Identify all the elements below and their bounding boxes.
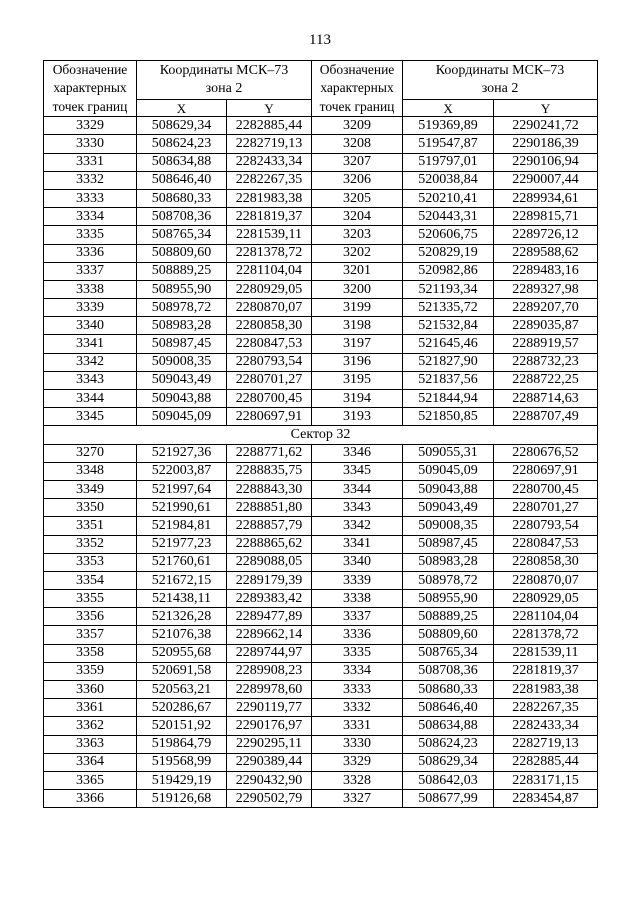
y-coord-right: 2290106,94 — [494, 153, 598, 171]
x-coord-right: 521850,85 — [403, 408, 494, 426]
y-coord-right: 2289483,16 — [494, 262, 598, 280]
x-axis-header-left: X — [137, 100, 227, 117]
sector-label: Сектор 32 — [44, 426, 598, 444]
x-coord-left: 508983,28 — [137, 317, 227, 335]
sector-section — [44, 426, 598, 444]
header-text: зона 2 — [205, 81, 243, 97]
table-row — [44, 262, 598, 280]
x-coord-left: 509045,09 — [137, 408, 227, 426]
x-coord-right: 519369,89 — [403, 117, 494, 135]
table-row — [44, 790, 598, 808]
point-id-right: 3333 — [312, 681, 403, 699]
y-coord-right: 2281983,38 — [494, 681, 598, 699]
table-row — [44, 571, 598, 589]
x-coord-left: 508629,34 — [137, 117, 227, 135]
y-coord-right: 2283171,15 — [494, 771, 598, 789]
point-id-right: 3334 — [312, 662, 403, 680]
coordinates-table — [43, 60, 598, 808]
x-coord-left: 520151,92 — [137, 717, 227, 735]
x-coord-left: 522003,87 — [137, 462, 227, 480]
x-coord-right: 508889,25 — [403, 608, 494, 626]
x-coord-left: 521076,38 — [137, 626, 227, 644]
table-row — [44, 317, 598, 335]
header-text: Обозначение — [319, 62, 395, 77]
x-coord-left: 521977,23 — [137, 535, 227, 553]
x-coord-right: 508955,90 — [403, 590, 494, 608]
point-id-right: 3335 — [312, 644, 403, 662]
y-coord-left: 2281539,11 — [227, 226, 312, 244]
header-text: точек границ — [52, 98, 128, 114]
y-coord-left: 2288843,30 — [227, 480, 312, 498]
y-coord-left: 2280793,54 — [227, 353, 312, 371]
x-coord-right: 509055,31 — [403, 444, 494, 462]
point-id-right: 3193 — [312, 408, 403, 426]
x-coord-right: 508708,36 — [403, 662, 494, 680]
y-coord-left: 2289477,89 — [227, 608, 312, 626]
y-coord-right: 2290186,39 — [494, 135, 598, 153]
table-row — [44, 244, 598, 262]
x-coord-left: 508624,23 — [137, 135, 227, 153]
header-text: зона 2 — [481, 81, 519, 97]
point-id-left: 3336 — [44, 244, 137, 262]
point-id-left: 3270 — [44, 444, 137, 462]
point-id-left: 3344 — [44, 390, 137, 408]
header-text: точек границ — [319, 98, 395, 114]
x-coord-left: 508765,34 — [137, 226, 227, 244]
point-id-right: 3206 — [312, 171, 403, 189]
y-coord-right: 2282719,13 — [494, 735, 598, 753]
header-text: Координаты МСК–73 — [435, 63, 565, 79]
point-id-left: 3361 — [44, 699, 137, 717]
y-coord-left: 2289978,60 — [227, 681, 312, 699]
y-coord-right: 2290241,72 — [494, 117, 598, 135]
table-row — [44, 662, 598, 680]
table-row — [44, 390, 598, 408]
point-id-right: 3205 — [312, 189, 403, 207]
y-coord-right: 2280697,91 — [494, 462, 598, 480]
y-coord-left: 2289744,97 — [227, 644, 312, 662]
y-coord-right: 2289726,12 — [494, 226, 598, 244]
point-id-right: 3199 — [312, 299, 403, 317]
point-id-left: 3365 — [44, 771, 137, 789]
y-coord-right: 2289815,71 — [494, 208, 598, 226]
y-coord-left: 2290176,97 — [227, 717, 312, 735]
table-row — [44, 517, 598, 535]
table-row — [44, 135, 598, 153]
y-coord-left: 2290502,79 — [227, 790, 312, 808]
y-coord-right: 2282885,44 — [494, 753, 598, 771]
point-id-right: 3338 — [312, 590, 403, 608]
point-id-left: 3338 — [44, 280, 137, 298]
x-coord-left: 520286,67 — [137, 699, 227, 717]
y-coord-left: 2280929,05 — [227, 280, 312, 298]
point-id-left: 3364 — [44, 753, 137, 771]
y-coord-left: 2288857,79 — [227, 517, 312, 535]
point-id-left: 3348 — [44, 462, 137, 480]
point-id-right: 3198 — [312, 317, 403, 335]
x-coord-left: 508646,40 — [137, 171, 227, 189]
y-coord-right: 2280701,27 — [494, 499, 598, 517]
y-coord-left: 2288865,62 — [227, 535, 312, 553]
table-header — [44, 61, 598, 117]
sector-row — [44, 426, 598, 444]
x-coord-right: 520829,19 — [403, 244, 494, 262]
x-coord-right: 519797,01 — [403, 153, 494, 171]
x-coord-left: 521326,28 — [137, 608, 227, 626]
point-id-right: 3195 — [312, 371, 403, 389]
y-coord-left: 2289662,14 — [227, 626, 312, 644]
y-coord-right: 2288732,23 — [494, 353, 598, 371]
y-coord-left: 2289383,42 — [227, 590, 312, 608]
x-coord-left: 520563,21 — [137, 681, 227, 699]
x-coord-right: 508978,72 — [403, 571, 494, 589]
x-coord-right: 521844,94 — [403, 390, 494, 408]
y-coord-left: 2282267,35 — [227, 171, 312, 189]
point-id-left: 3351 — [44, 517, 137, 535]
point-id-left: 3357 — [44, 626, 137, 644]
point-id-right: 3342 — [312, 517, 403, 535]
y-coord-left: 2280701,27 — [227, 371, 312, 389]
y-coord-right: 2281104,04 — [494, 608, 598, 626]
table-row — [44, 408, 598, 426]
x-coord-right: 509043,88 — [403, 480, 494, 498]
x-coord-right: 508634,88 — [403, 717, 494, 735]
x-coord-left: 521760,61 — [137, 553, 227, 571]
x-coord-left: 509008,35 — [137, 353, 227, 371]
x-coord-left: 508889,25 — [137, 262, 227, 280]
x-coord-left: 521990,61 — [137, 499, 227, 517]
point-id-left: 3354 — [44, 571, 137, 589]
x-coord-right: 508629,34 — [403, 753, 494, 771]
x-coord-left: 509043,88 — [137, 390, 227, 408]
point-id-left: 3366 — [44, 790, 137, 808]
y-coord-left: 2282719,13 — [227, 135, 312, 153]
x-coord-right: 520210,41 — [403, 189, 494, 207]
y-coord-left: 2290295,11 — [227, 735, 312, 753]
x-coord-left: 519429,19 — [137, 771, 227, 789]
y-coord-right: 2280929,05 — [494, 590, 598, 608]
y-coord-left: 2288771,62 — [227, 444, 312, 462]
y-coord-right: 2280793,54 — [494, 517, 598, 535]
x-coord-right: 508765,34 — [403, 644, 494, 662]
y-coord-right: 2281539,11 — [494, 644, 598, 662]
y-coord-left: 2281819,37 — [227, 208, 312, 226]
point-id-right: 3340 — [312, 553, 403, 571]
y-coord-left: 2280847,53 — [227, 335, 312, 353]
point-id-right: 3346 — [312, 444, 403, 462]
table-row — [44, 590, 598, 608]
point-id-left: 3335 — [44, 226, 137, 244]
point-id-left: 3356 — [44, 608, 137, 626]
point-id-right: 3339 — [312, 571, 403, 589]
x-coord-right: 508809,60 — [403, 626, 494, 644]
x-coord-left: 508987,45 — [137, 335, 227, 353]
point-id-left: 3355 — [44, 590, 137, 608]
y-coord-right: 2280847,53 — [494, 535, 598, 553]
y-coord-left: 2290119,77 — [227, 699, 312, 717]
point-label-header-left — [44, 61, 137, 117]
point-id-left: 3329 — [44, 117, 137, 135]
point-id-right: 3194 — [312, 390, 403, 408]
x-coord-left: 521672,15 — [137, 571, 227, 589]
x-coord-left: 508955,90 — [137, 280, 227, 298]
x-coord-left: 508809,60 — [137, 244, 227, 262]
point-id-left: 3341 — [44, 335, 137, 353]
point-id-right: 3329 — [312, 753, 403, 771]
y-coord-left: 2281378,72 — [227, 244, 312, 262]
header-text: Координаты МСК–73 — [159, 63, 289, 79]
y-coord-left: 2288835,75 — [227, 462, 312, 480]
x-coord-right: 508677,99 — [403, 790, 494, 808]
point-id-right: 3327 — [312, 790, 403, 808]
table-row — [44, 444, 598, 462]
coords-header-left — [137, 61, 312, 100]
table-row — [44, 208, 598, 226]
table-row — [44, 535, 598, 553]
x-coord-left: 508634,88 — [137, 153, 227, 171]
y-coord-right: 2288714,63 — [494, 390, 598, 408]
point-id-left: 3362 — [44, 717, 137, 735]
table-row — [44, 681, 598, 699]
x-coord-right: 508680,33 — [403, 681, 494, 699]
table-row — [44, 717, 598, 735]
y-coord-right: 2280858,30 — [494, 553, 598, 571]
x-coord-left: 519126,68 — [137, 790, 227, 808]
point-id-left: 3353 — [44, 553, 137, 571]
point-id-left: 3337 — [44, 262, 137, 280]
point-id-left: 3342 — [44, 353, 137, 371]
point-id-left: 3334 — [44, 208, 137, 226]
y-coord-left: 2290432,90 — [227, 771, 312, 789]
x-coord-left: 521984,81 — [137, 517, 227, 535]
point-id-left: 3340 — [44, 317, 137, 335]
x-coord-right: 520606,75 — [403, 226, 494, 244]
table-row — [44, 553, 598, 571]
point-id-right: 3336 — [312, 626, 403, 644]
x-coord-left: 508978,72 — [137, 299, 227, 317]
y-axis-header-right: Y — [494, 100, 598, 117]
y-coord-right: 2289934,61 — [494, 189, 598, 207]
point-id-left: 3343 — [44, 371, 137, 389]
point-id-right: 3203 — [312, 226, 403, 244]
x-coord-right: 521837,56 — [403, 371, 494, 389]
y-coord-right: 2289035,87 — [494, 317, 598, 335]
y-coord-left: 2280700,45 — [227, 390, 312, 408]
point-id-right: 3328 — [312, 771, 403, 789]
y-coord-right: 2289588,62 — [494, 244, 598, 262]
table-row — [44, 753, 598, 771]
point-id-right: 3202 — [312, 244, 403, 262]
table-row — [44, 771, 598, 789]
point-id-left: 3345 — [44, 408, 137, 426]
table-row — [44, 171, 598, 189]
x-coord-right: 520443,31 — [403, 208, 494, 226]
y-coord-left: 2280870,07 — [227, 299, 312, 317]
x-coord-right: 509043,49 — [403, 499, 494, 517]
x-coord-right: 521193,34 — [403, 280, 494, 298]
x-coord-left: 508680,33 — [137, 189, 227, 207]
x-coord-left: 520955,68 — [137, 644, 227, 662]
header-text: Обозначение — [52, 62, 128, 77]
x-coord-left: 521438,11 — [137, 590, 227, 608]
point-id-right: 3200 — [312, 280, 403, 298]
y-coord-left: 2289908,23 — [227, 662, 312, 680]
table-row — [44, 117, 598, 135]
page-number: 113 — [309, 32, 331, 48]
point-id-left: 3331 — [44, 153, 137, 171]
y-coord-left: 2289179,39 — [227, 571, 312, 589]
point-id-left: 3358 — [44, 644, 137, 662]
x-coord-right: 521532,84 — [403, 317, 494, 335]
y-coord-right: 2288919,57 — [494, 335, 598, 353]
point-id-left: 3349 — [44, 480, 137, 498]
table-row — [44, 153, 598, 171]
y-coord-right: 2280870,07 — [494, 571, 598, 589]
table-row — [44, 499, 598, 517]
y-coord-right: 2290007,44 — [494, 171, 598, 189]
table-row — [44, 353, 598, 371]
coords-header-right — [403, 61, 598, 100]
x-coord-right: 508624,23 — [403, 735, 494, 753]
header-text: характерных — [320, 80, 394, 96]
point-id-right: 3196 — [312, 353, 403, 371]
x-coord-right: 521827,90 — [403, 353, 494, 371]
table-row — [44, 626, 598, 644]
point-id-right: 3207 — [312, 153, 403, 171]
y-coord-left: 2290389,44 — [227, 753, 312, 771]
y-axis-header-left: Y — [227, 100, 312, 117]
x-coord-left: 508708,36 — [137, 208, 227, 226]
y-coord-right: 2288722,25 — [494, 371, 598, 389]
point-id-left: 3332 — [44, 171, 137, 189]
y-coord-left: 2281983,38 — [227, 189, 312, 207]
table-row — [44, 280, 598, 298]
y-coord-left: 2281104,04 — [227, 262, 312, 280]
point-id-right: 3343 — [312, 499, 403, 517]
point-id-right: 3332 — [312, 699, 403, 717]
table-row — [44, 335, 598, 353]
x-coord-right: 508642,03 — [403, 771, 494, 789]
point-id-right: 3337 — [312, 608, 403, 626]
table-row — [44, 226, 598, 244]
x-coord-right: 508983,28 — [403, 553, 494, 571]
y-coord-left: 2280697,91 — [227, 408, 312, 426]
table-row — [44, 735, 598, 753]
point-id-right: 3208 — [312, 135, 403, 153]
x-coord-left: 509043,49 — [137, 371, 227, 389]
x-coord-right: 508987,45 — [403, 535, 494, 553]
x-coord-left: 521927,36 — [137, 444, 227, 462]
point-id-left: 3330 — [44, 135, 137, 153]
y-coord-left: 2280858,30 — [227, 317, 312, 335]
point-id-right: 3331 — [312, 717, 403, 735]
y-coord-right: 2283454,87 — [494, 790, 598, 808]
table-row — [44, 480, 598, 498]
x-axis-header-right: X — [403, 100, 494, 117]
y-coord-right: 2281378,72 — [494, 626, 598, 644]
point-id-right: 3204 — [312, 208, 403, 226]
table-row — [44, 189, 598, 207]
y-coord-left: 2282433,34 — [227, 153, 312, 171]
header-text: характерных — [53, 80, 127, 96]
y-coord-left: 2289088,05 — [227, 553, 312, 571]
point-id-left: 3363 — [44, 735, 137, 753]
y-coord-right: 2281819,37 — [494, 662, 598, 680]
table-body-part2 — [44, 444, 598, 808]
point-id-left: 3360 — [44, 681, 137, 699]
x-coord-right: 521335,72 — [403, 299, 494, 317]
y-coord-right: 2288707,49 — [494, 408, 598, 426]
point-id-right: 3330 — [312, 735, 403, 753]
point-id-right: 3344 — [312, 480, 403, 498]
y-coord-left: 2288851,80 — [227, 499, 312, 517]
x-coord-left: 520691,58 — [137, 662, 227, 680]
point-id-left: 3350 — [44, 499, 137, 517]
x-coord-right: 509008,35 — [403, 517, 494, 535]
point-id-right: 3201 — [312, 262, 403, 280]
table-row — [44, 462, 598, 480]
x-coord-right: 521645,46 — [403, 335, 494, 353]
y-coord-right: 2282267,35 — [494, 699, 598, 717]
table-row — [44, 371, 598, 389]
x-coord-right: 520038,84 — [403, 171, 494, 189]
x-coord-left: 519568,99 — [137, 753, 227, 771]
x-coord-right: 520982,86 — [403, 262, 494, 280]
x-coord-left: 521997,64 — [137, 480, 227, 498]
point-id-left: 3352 — [44, 535, 137, 553]
table-row — [44, 644, 598, 662]
x-coord-right: 519547,87 — [403, 135, 494, 153]
point-id-left: 3333 — [44, 189, 137, 207]
table-row — [44, 299, 598, 317]
table-row — [44, 699, 598, 717]
point-id-left: 3359 — [44, 662, 137, 680]
point-id-right: 3197 — [312, 335, 403, 353]
x-coord-right: 509045,09 — [403, 462, 494, 480]
point-id-left: 3339 — [44, 299, 137, 317]
y-coord-left: 2282885,44 — [227, 117, 312, 135]
x-coord-left: 519864,79 — [137, 735, 227, 753]
point-id-right: 3209 — [312, 117, 403, 135]
table-row — [44, 608, 598, 626]
point-label-header-right — [312, 61, 403, 117]
point-id-right: 3341 — [312, 535, 403, 553]
y-coord-right: 2280676,52 — [494, 444, 598, 462]
point-id-right: 3345 — [312, 462, 403, 480]
y-coord-right: 2289207,70 — [494, 299, 598, 317]
y-coord-right: 2280700,45 — [494, 480, 598, 498]
table-body-part1 — [44, 117, 598, 426]
y-coord-right: 2289327,98 — [494, 280, 598, 298]
x-coord-right: 508646,40 — [403, 699, 494, 717]
y-coord-right: 2282433,34 — [494, 717, 598, 735]
